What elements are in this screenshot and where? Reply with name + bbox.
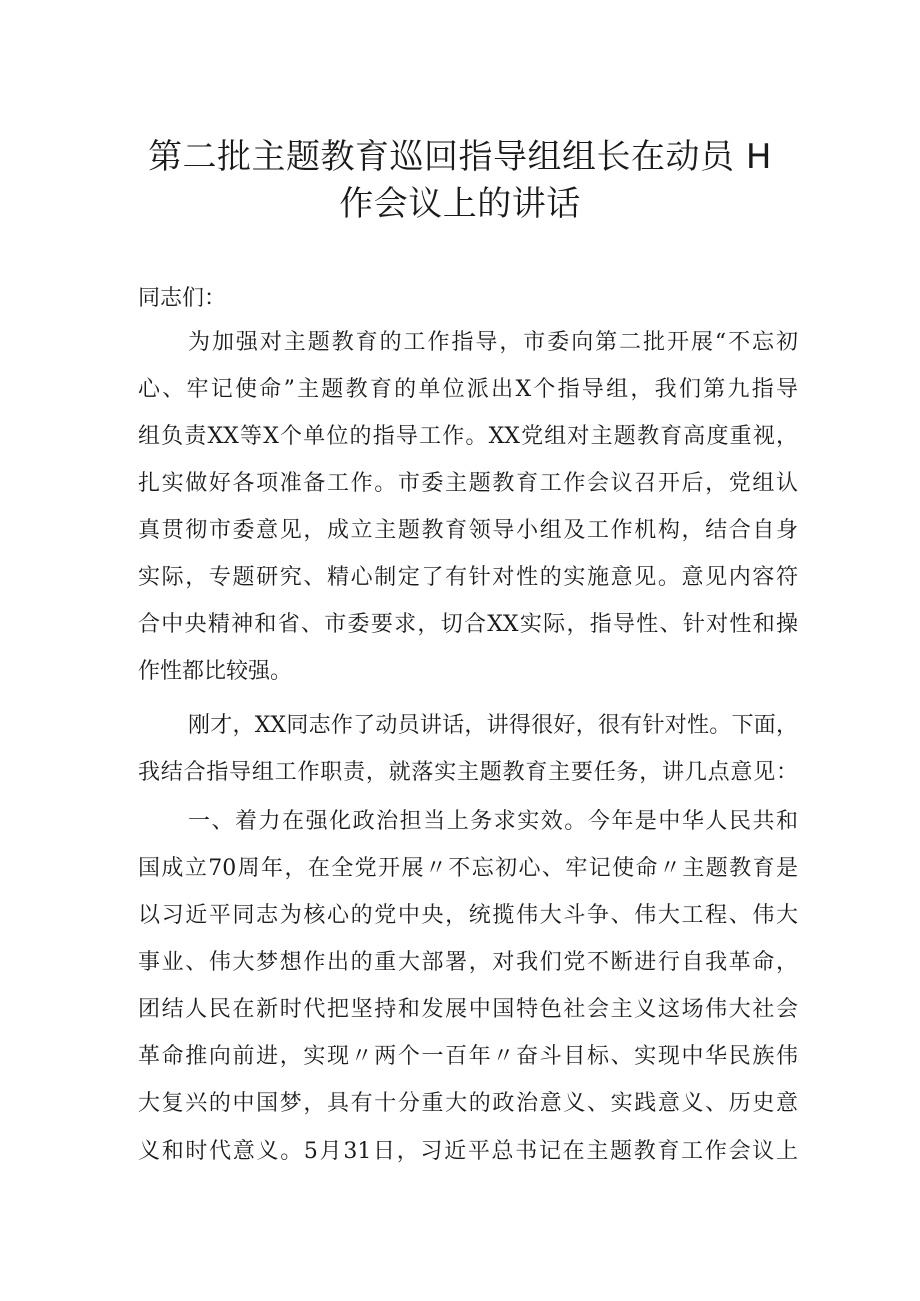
body-line: 革命推向前进，实现〃两个一百年〃奋斗目标、实现中华民族伟 [138,1044,798,1069]
document-title-line-2: 作会议上的讲话 [339,184,581,224]
body-line: 合中央精神和省、市委要求，切合XX实际，指导性、针对性和操 [138,612,798,637]
body-line: 大复兴的中国梦，具有十分重大的政治意义、实践意义、历史意 [138,1091,798,1116]
body-line: 事业、伟大梦想作出的重大部署，对我们党不断进行自我革命， [138,950,798,975]
body-line: 心、牢记使命”主题教育的单位派出X个指导组，我们第九指导 [138,377,798,402]
body-line: 国成立70周年，在全党开展〃不忘初心、牢记使命〃主题教育是 [138,856,798,881]
body-line: 为加强对主题教育的工作指导，市委向第二批开展“不忘初 [188,330,798,355]
body-line: 我结合指导组工作职责，就落实主题教育主要任务，讲几点意见： [138,760,798,785]
salutation: 同志们： [138,286,227,311]
body-line: 组负责XX等X个单位的指导工作。XX党组对主题教育高度重视， [138,424,798,449]
body-line: 真贯彻市委意见，成立主题教育领导小组及工作机构，结合自身 [138,518,798,543]
body-line: 团结人民在新时代把坚持和发展中国特色社会主义这场伟大社会 [138,997,798,1022]
body-line: 刚才，XX同志作了动员讲话，讲得很好，很有针对性。下面， [188,713,798,738]
document-title-line-1: 第二批主题教育巡回指导组组长在动员 H [148,137,772,177]
body-line: 作性都比较强。 [138,659,293,684]
body-line: 以习近平同志为核心的党中央，统揽伟大斗争、伟大工程、伟大 [138,903,798,928]
body-line: 实际，专题研究、精心制定了有针对性的实施意见。意见内容符 [138,565,798,590]
body-line: 扎实做好各项准备工作。市委主题教育工作会议召开后，党组认 [138,471,798,496]
section-heading-line: 一、着力在强化政治担当上务求实效。今年是中华人民共和 [188,809,798,834]
body-line: 义和时代意义。5月31日，习近平总书记在主题教育工作会议上 [138,1139,798,1164]
